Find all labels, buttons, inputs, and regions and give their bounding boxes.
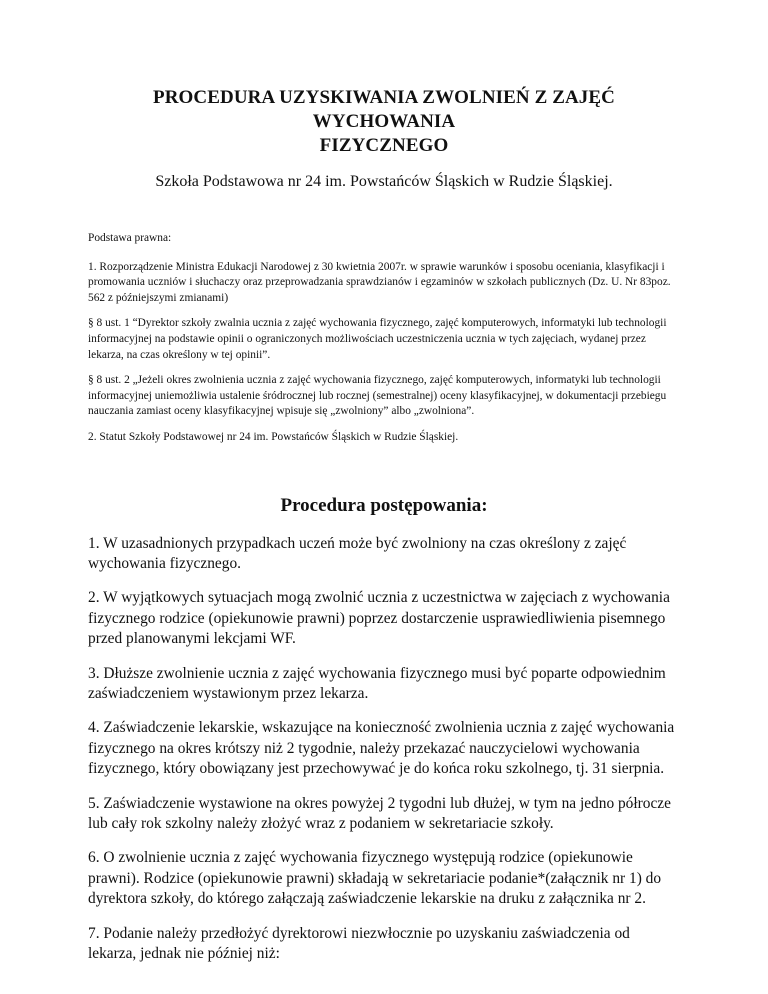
document-title-line1: PROCEDURA UZYSKIWANIA ZWOLNIEŃ Z ZAJĘĆ WYCHOWANIA bbox=[153, 87, 615, 132]
legal-basis-item: 2. Statut Szkoły Podstawowej nr 24 im. Powstańców Śląskich w Rudzie Śląskiej. bbox=[88, 430, 459, 443]
procedure-steps bbox=[88, 534, 680, 965]
document-title-line2: FIZYCZNEGO bbox=[319, 135, 449, 156]
procedure-step-1: 1. W uzasadnionych przypadkach uczeń może być zwolniony na czas określony z zajęć wychowania fizycznego. bbox=[88, 534, 627, 572]
procedure-step-6: 6. O zwolnienie ucznia z zajęć wychowania fizycznego występują rodzice (opiekunowie prawni). Rodzice (opiekunowie prawni) składają w sekretariacie podanie*(załącznik nr 1) do dyrektora szkoły, do którego załączają zaświadczenie lekarskie na druku z załącznika nr 2. bbox=[88, 849, 662, 908]
legal-basis-item: § 8 ust. 2 „Jeżeli okres zwolnienia ucznia z zajęć wychowania fizycznego, zajęć komputerowych, informatyki lub technologii informacyjnej uniemożliwia ustalenie śródrocznej lub rocznej (semestralnej) oceny klasyfikacyjnej, w dokumentacji przebiegu nauczania zamiast oceny klasyfikacyjnej wpisuje się „zwolniony” albo „zwolniona”. bbox=[88, 374, 667, 418]
procedure-step-5: 5. Zaświadczenie wystawione na okres powyżej 2 tygodni lub dłużej, w tym na jedno półrocze lub cały rok szkolny należy złożyć wraz z podaniem w sekretariacie szkoły. bbox=[88, 794, 671, 832]
procedure-step-4: 4. Zaświadczenie lekarskie, wskazujące na konieczność zwolnienia ucznia z zajęć wychowania fizycznego na okres krótszy niż 2 tygodnie, należy przekazać nauczycielowi wychowania fizycznego, który obowiązany jest przechowywać je do końca roku szkolnego, tj. 31 sierpnia. bbox=[88, 719, 675, 778]
legal-basis-section bbox=[88, 231, 680, 446]
legal-basis-item: § 8 ust. 1 “Dyrektor szkoły zwalnia ucznia z zajęć wychowania fizycznego, zajęć komputerowych, informatyki lub technologii informacyjnej na podstawie opinii o ograniczonych możliwościach uczestniczenia ucznia w tych zajęciach, wydanej przez lekarza, na czas określony w tej opinii”. bbox=[88, 317, 667, 361]
legal-basis-heading: Podstawa prawna: bbox=[88, 232, 172, 244]
procedure-step-2: 2. W wyjątkowych sytuacjach mogą zwolnić ucznia z uczestnictwa w zajęciach z wychowania fizycznego rodzice (opiekunowie prawni) poprzez dostarczenie usprawiedliwienia pisemnego przed planowanymi lekcjami WF. bbox=[88, 589, 670, 648]
legal-basis-item: 1. Rozporządzenie Ministra Edukacji Narodowej z 30 kwietnia 2007r. w sprawie warunków i sposobu oceniania, klasyfikacji i promowania uczniów i słuchaczy oraz przeprowadzania sprawdzianów i egzaminów w szkołach publicznych (Dz. U. Nr 83poz. 562 z późniejszymi zmianami) bbox=[88, 260, 671, 304]
procedure-heading: Procedura postępowania: bbox=[280, 494, 488, 516]
school-name: Szkoła Podstawowa nr 24 im. Powstańców Śląskich w Rudzie Śląskiej. bbox=[155, 173, 613, 190]
procedure-step-7: 7. Podanie należy przedłożyć dyrektorowi niezwłocznie po uzyskaniu zaświadczenia od lekarza, jednak nie później niż: bbox=[88, 924, 630, 963]
procedure-step-3: 3. Dłuższe zwolnienie ucznia z zajęć wychowania fizycznego musi być poparte odpowiednim zaświadczeniem wystawionym przez lekarza. bbox=[88, 664, 666, 702]
document-title bbox=[88, 86, 680, 158]
